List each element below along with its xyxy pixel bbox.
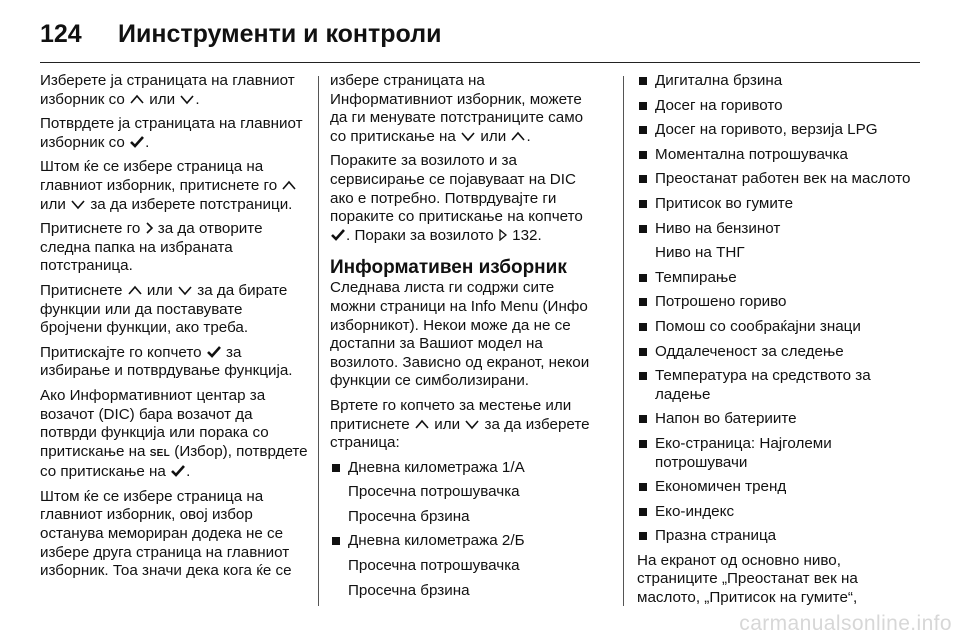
- list-item: Досег на горивото: [637, 97, 920, 116]
- paragraph: избере страницата на Информативниот изборник, можете да ги менувате потстраниците само со притискање на или .: [330, 72, 584, 145]
- list-item: Помош со сообраќајни знаци: [637, 318, 920, 337]
- list-item: Притисок во гумите: [637, 195, 920, 214]
- list-item: Економичен тренд: [637, 478, 920, 497]
- list-item: Дневна километража 1/A: [330, 459, 602, 478]
- page-link[interactable]: 132.: [512, 226, 542, 244]
- chevron-up-icon: [281, 179, 297, 191]
- column-divider-2: [623, 76, 624, 606]
- list-item: Дневна километража 2/Б: [330, 532, 602, 551]
- chevron-down-icon: [460, 130, 476, 142]
- page-title: Иинструменти и контроли: [118, 19, 442, 48]
- list-item: Моментална потрошувачка: [637, 146, 920, 165]
- chevron-up-icon: [129, 93, 145, 105]
- watermark: carmanualsonline.info: [739, 612, 952, 635]
- column-2: [330, 72, 602, 606]
- list-item: Дигитална брзина: [637, 72, 920, 91]
- checkmark-icon: [129, 136, 145, 148]
- header-rule: [40, 62, 920, 63]
- paragraph: Штом ќе се избере страница на главниот изборник, овој избор останува меморирaн додека не се избере друга страница на главниот изборник. Тоа значи дека кога ќе се: [40, 487, 292, 580]
- page-number: 124: [40, 19, 82, 48]
- section-heading: Информативен изборник: [330, 257, 567, 279]
- list-subitem: Просечна брзина: [348, 507, 470, 525]
- list-item: Преостанат работен век на маслото: [637, 170, 920, 189]
- chevron-up-icon: [510, 130, 526, 142]
- paragraph: Притиснете го за да отворите следна папка на избраната потстраница.: [40, 220, 263, 275]
- sel-button-label: SEL: [149, 447, 171, 459]
- list-item: Потрошено гориво: [637, 293, 920, 312]
- paragraph: Следнава листа ги содржи сите можни страници на Info Menu (Инфо изборникот). Некои може да не се достапни за Вашиот модел на возилото. Зависно од екранот, некои функции се симболизирани.: [330, 279, 590, 390]
- list-item: Температура на средството за ладење: [637, 367, 920, 404]
- list-item: Празна страница: [637, 527, 920, 546]
- page-reference-icon: [498, 229, 508, 241]
- paragraph: Притиснете или за да бирате функции или да поставувате бројчени функции, ако треба.: [40, 281, 288, 337]
- paragraph: Вртете го копчето за местење или притиснете или за да изберете страница:: [330, 396, 590, 452]
- paragraph: Штом ќе се избере страница на главниот изборник, притиснете го или за да изберете потстраници.: [40, 158, 308, 214]
- chevron-down-icon: [464, 418, 480, 430]
- chevron-up-icon: [414, 418, 430, 430]
- list-item: Еко-страница: Најголеми потрошувачи: [637, 435, 920, 472]
- paragraph: На екранот од основно ниво, страниците „Преостанат век на маслото, „Притисок на гумите“,: [637, 551, 858, 607]
- list-item: Напон во батериите: [637, 410, 920, 429]
- page-header: [40, 14, 920, 54]
- paragraph: Ако Информативниот центар за возачот (DIC) бара возачот да потврди функција или порака со притискање на SEL (Избор), потврдете со притискање на .: [40, 386, 308, 481]
- list-subitem: Просечна потрошувачка: [348, 483, 520, 501]
- checkmark-icon: [330, 229, 346, 241]
- list-item: Досег на горивото, верзија LPG: [637, 121, 920, 140]
- list-item: Оддалеченост за следење: [637, 343, 920, 362]
- paragraph: Потврдете ја страницата на главниот изборник со .: [40, 115, 303, 151]
- list-item: Темпирање: [637, 269, 920, 288]
- checkmark-icon: [170, 465, 186, 477]
- paragraph: Изберете ја страницата на главниот изборник со или .: [40, 72, 295, 108]
- paragraph: Поракитe за возилото и за сервисирање се појавуваат на DIC ако е потребно. Потврдувајте ги пораките со притискање на копчето . Пораки за возилото 132.: [330, 152, 583, 244]
- checkmark-icon: [206, 346, 222, 358]
- list-subitem: Ниво на ТНГ: [655, 244, 745, 262]
- chevron-right-icon: [145, 222, 154, 234]
- paragraph: Притискајте го копчето за избирање и потврдување функција.: [40, 343, 293, 380]
- column-divider-1: [318, 76, 319, 606]
- chevron-down-icon: [70, 198, 86, 210]
- chevron-down-icon: [177, 284, 193, 296]
- column-1: [40, 72, 308, 587]
- chevron-up-icon: [127, 284, 143, 296]
- list-subitem: Просечна брзина: [348, 581, 470, 599]
- list-subitem: Просечна потрошувачка: [348, 557, 520, 575]
- list-item: Еко-индекс: [637, 503, 920, 522]
- list-item: Ниво на бензинот: [637, 220, 920, 239]
- chevron-down-icon: [179, 93, 195, 105]
- column-3: [637, 72, 920, 614]
